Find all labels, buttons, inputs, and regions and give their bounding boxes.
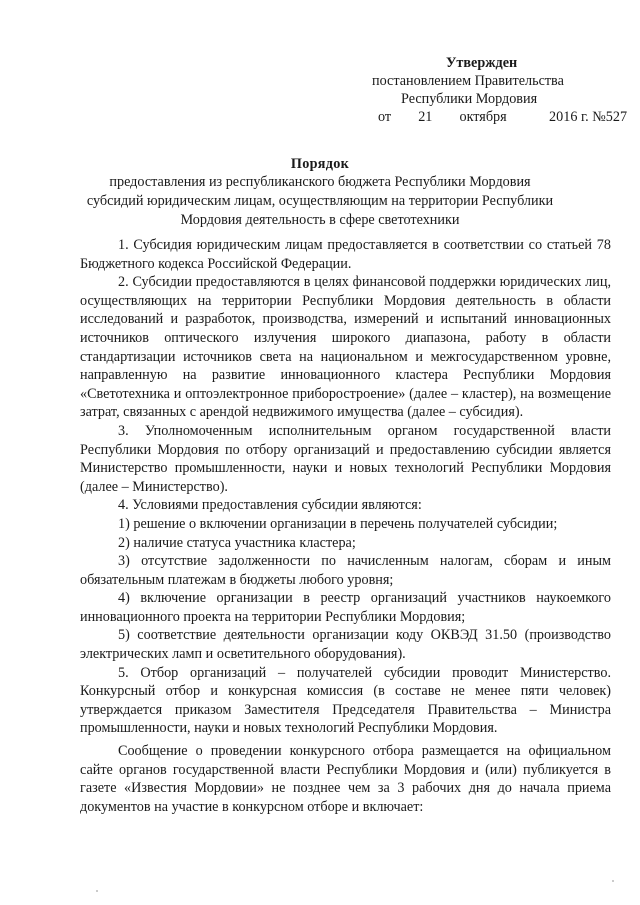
paragraph: 2) наличие статуса участника кластера; bbox=[118, 534, 356, 551]
paragraph: 4) включение организации в реестр организаций участников наукоемкого инновационного проекта на территории Республики Мордовия; bbox=[80, 590, 611, 625]
approval-stamp bbox=[340, 54, 628, 126]
approval-month: октября bbox=[459, 109, 507, 125]
approval-year-number: 2016 г. №527 bbox=[549, 109, 628, 125]
paragraph: 1) решение о включении организации в перечень получателей субсидии; bbox=[118, 515, 558, 532]
paragraph: 3. Уполномоченным исполнительным органом государственной власти Республики Мордовия по отбору организаций и предоставлению субсидии является Министерство промышленности, науки и новых технологий Республики Мордовия (далее – Министерство). bbox=[80, 422, 611, 495]
scan-speck bbox=[96, 890, 98, 892]
approval-title: Утвержден bbox=[446, 55, 518, 71]
paragraph: 4. Условиями предоставления субсидии являются: bbox=[118, 497, 422, 514]
paragraph: 5) соответствие деятельности организации коду ОКВЭД 31.50 (производство электрических ламп и осветительного оборудования). bbox=[80, 627, 611, 663]
paragraph: 1. Субсидия юридическим лицам предоставляется в соответствии со статьей 78 Бюджетного кодекса Российской Федерации. bbox=[80, 237, 611, 272]
approval-line-1: постановлением Правительства bbox=[372, 73, 564, 89]
scan-speck bbox=[612, 880, 614, 882]
document-title: Порядок bbox=[290, 156, 350, 172]
paragraph: Сообщение о проведении конкурсного отбора размещается на официальном сайте органов государственной власти Республики Мордовия и (или) публикуется в газете «Известия Мордовии» не позднее чем за 3 рабочих дня до начала приема документов на участие в конкурсном отборе и включает: bbox=[80, 743, 611, 815]
paragraph: 3) отсутствие задолженности по начисленным налогам, сборам и иным обязательным платежам в бюджеты любого уровня; bbox=[80, 553, 611, 588]
document-subtitle: предоставления из республиканского бюджета Республики Мордовия субсидий юридическим лицам, осуществляющим на территории Республики Мордовия деятельность в сфере светотехники bbox=[86, 174, 554, 228]
paragraph: 2. Субсидии предоставляются в целях финансовой поддержки юридических лиц, осуществляющих на территории Республики Мордовия деятельность в области исследований и разработок, производства, измерений и испытаний инновационных источников оптического излучения широкого диапазона, работу в области стандартизации источников света на национальном и межгосударственном уровне, направленную на развитие инновационного кластера Республики Мордовия «Светотехника и оптоэлектронное приборостроение» (далее – кластер), на возмещение затрат, связанных с арендой недвижимого имущества (далее – субсидия). bbox=[80, 274, 611, 421]
approval-date-line bbox=[340, 108, 628, 126]
paragraph: 5. Отбор организаций – получателей субсидии проводит Министерство. Конкурсный отбор и конкурсная комиссия (в составе не менее пяти человек) утверждается приказом Заместителя Председателя Правительства – Министра промышленности, науки и новых технологий Республики Мордовия. bbox=[80, 664, 611, 737]
approval-line-2: Республики Мордовия bbox=[401, 91, 538, 107]
approval-date-prefix: от bbox=[378, 109, 392, 125]
approval-day: 21 bbox=[418, 109, 433, 125]
document-body bbox=[80, 236, 611, 816]
